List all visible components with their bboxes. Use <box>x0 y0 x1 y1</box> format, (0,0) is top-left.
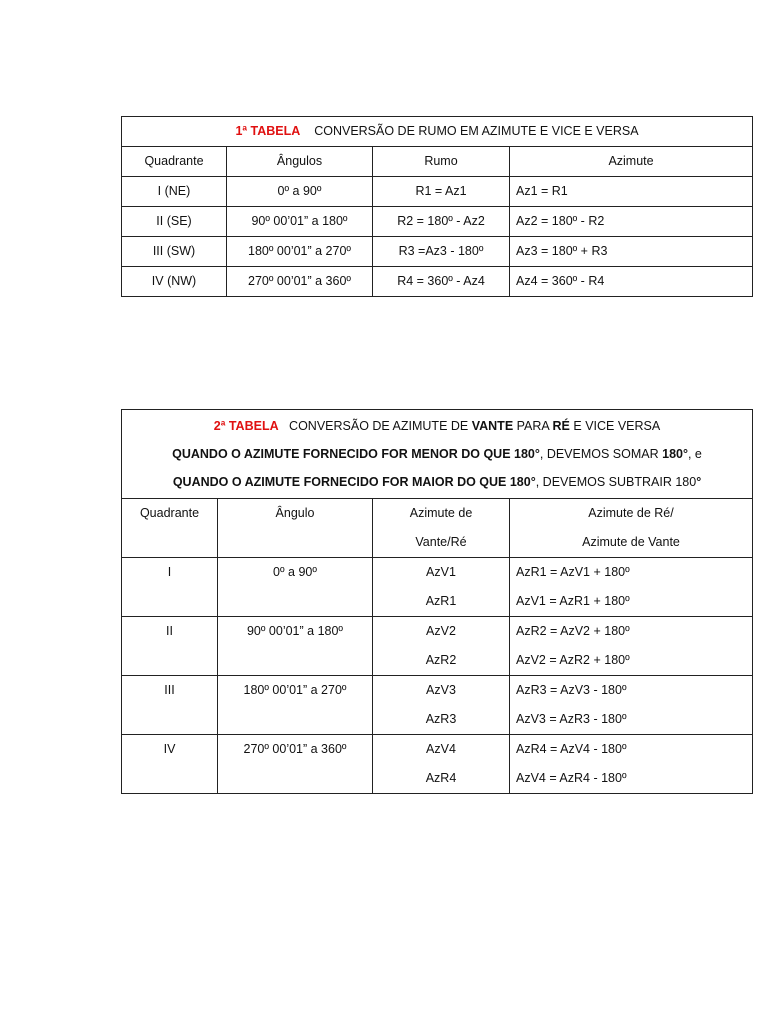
quadrant-cell: III <box>122 676 218 735</box>
formula-1: AzR2 = AzV2 + 180º <box>516 624 630 638</box>
rumo-azimute-table <box>121 116 753 297</box>
quadrant-cell: III (SW) <box>122 237 227 267</box>
header-cell: Ângulos <box>227 147 373 177</box>
header-cell: Rumo <box>373 147 510 177</box>
quadrant-cell: IV <box>122 735 218 794</box>
azimute-cell: Az4 = 360º - R4 <box>510 267 753 297</box>
header-az-line2: Vante/Ré <box>415 535 467 549</box>
azimute-cell: Az3 = 180º + R3 <box>510 237 753 267</box>
header-cell <box>373 499 510 558</box>
angle-cell: 0º a 90º <box>218 558 373 617</box>
az-vante: AzV2 <box>426 624 456 638</box>
az-re: AzR3 <box>425 712 457 726</box>
formula-2: AzV4 = AzR4 - 180º <box>516 771 627 785</box>
title-vante: VANTE <box>471 419 514 433</box>
rule-maior-degree: ° <box>696 475 702 489</box>
quadrant-cell: II (SE) <box>122 207 227 237</box>
az-re: AzR2 <box>425 653 457 667</box>
header-cell: Ângulo <box>218 499 373 558</box>
quadrant-cell: II <box>122 617 218 676</box>
formula-1: AzR3 = AzV3 - 180º <box>516 683 627 697</box>
angle-cell: 90º 00’01” a 180º <box>218 617 373 676</box>
angle-cell: 90º 00’01” a 180º <box>227 207 373 237</box>
rule-menor-end: , e <box>687 447 702 461</box>
formula-cell <box>510 617 753 676</box>
header-re-line1: Azimute de Ré/ <box>588 506 674 520</box>
table-title: CONVERSÃO DE RUMO EM AZIMUTE E VICE E VERSA <box>314 124 639 138</box>
rule-menor: QUANDO O AZIMUTE FORNECIDO FOR MENOR DO QUE 180° <box>172 447 540 461</box>
table-tag: 2ª TABELA <box>213 419 279 433</box>
table-row <box>122 267 753 297</box>
quadrant-cell: IV (NW) <box>122 267 227 297</box>
rule-maior: QUANDO O AZIMUTE FORNECIDO FOR MAIOR DO QUE 180° <box>172 475 536 489</box>
formula-2: AzV2 = AzR2 + 180º <box>516 653 630 667</box>
az-re: AzR4 <box>425 771 457 785</box>
rumo-cell: R4 = 360º - Az4 <box>373 267 510 297</box>
header-cell: Azimute <box>510 147 753 177</box>
az-vante: AzV3 <box>426 683 456 697</box>
table-row <box>122 617 753 676</box>
title-line-3 <box>128 468 746 496</box>
quadrant-cell: I (NE) <box>122 177 227 207</box>
table-row <box>122 735 753 794</box>
header-cell: Quadrante <box>122 147 227 177</box>
formula-1: AzR4 = AzV4 - 180º <box>516 742 627 756</box>
azimute-cell <box>373 558 510 617</box>
rule-menor-value: 180° <box>662 447 688 461</box>
title-post: E VICE VERSA <box>569 419 661 433</box>
rumo-cell: R1 = Az1 <box>373 177 510 207</box>
angle-cell: 0º a 90º <box>227 177 373 207</box>
az-vante: AzV1 <box>426 565 456 579</box>
header-az-line1: Azimute de <box>409 506 473 520</box>
azimute-cell <box>373 617 510 676</box>
vante-re-table <box>121 409 753 794</box>
table-row <box>122 237 753 267</box>
quadrant-cell: I <box>122 558 218 617</box>
rumo-cell: R3 =Az3 - 180º <box>373 237 510 267</box>
header-re-line2: Azimute de Vante <box>582 535 680 549</box>
table-row <box>122 676 753 735</box>
angle-cell: 180º 00’01” a 270º <box>227 237 373 267</box>
table-title-row <box>122 117 753 147</box>
formula-2: AzV1 = AzR1 + 180º <box>516 594 630 608</box>
table-title-row <box>122 410 753 499</box>
formula-cell <box>510 558 753 617</box>
header-cell: Quadrante <box>122 499 218 558</box>
az-re: AzR1 <box>425 594 457 608</box>
azimute-cell <box>373 676 510 735</box>
table-header-row <box>122 147 753 177</box>
table-title-cell <box>122 410 753 499</box>
angle-cell: 180º 00’01” a 270º <box>218 676 373 735</box>
title-mid: PARA <box>513 419 553 433</box>
title-line-1 <box>128 412 746 440</box>
header-cell <box>510 499 753 558</box>
azimute-cell: Az1 = R1 <box>510 177 753 207</box>
title-re: RÉ <box>552 419 570 433</box>
title-pre: CONVERSÃO DE AZIMUTE DE <box>289 419 472 433</box>
azimute-cell: Az2 = 180º - R2 <box>510 207 753 237</box>
title-line-2 <box>128 440 746 468</box>
table-title-cell <box>122 117 753 147</box>
formula-cell <box>510 676 753 735</box>
table-header-row <box>122 499 753 558</box>
rule-maior-rest: , DEVEMOS SUBTRAIR 180 <box>535 475 697 489</box>
table-row <box>122 558 753 617</box>
formula-2: AzV3 = AzR3 - 180º <box>516 712 627 726</box>
formula-1: AzR1 = AzV1 + 180º <box>516 565 630 579</box>
formula-cell <box>510 735 753 794</box>
angle-cell: 270º 00’01” a 360º <box>218 735 373 794</box>
rule-menor-rest: , DEVEMOS SOMAR <box>539 447 663 461</box>
table-row <box>122 207 753 237</box>
table-tag: 1ª TABELA <box>235 124 301 138</box>
rumo-cell: R2 = 180º - Az2 <box>373 207 510 237</box>
table-row <box>122 177 753 207</box>
azimute-cell <box>373 735 510 794</box>
angle-cell: 270º 00’01” a 360º <box>227 267 373 297</box>
az-vante: AzV4 <box>426 742 456 756</box>
